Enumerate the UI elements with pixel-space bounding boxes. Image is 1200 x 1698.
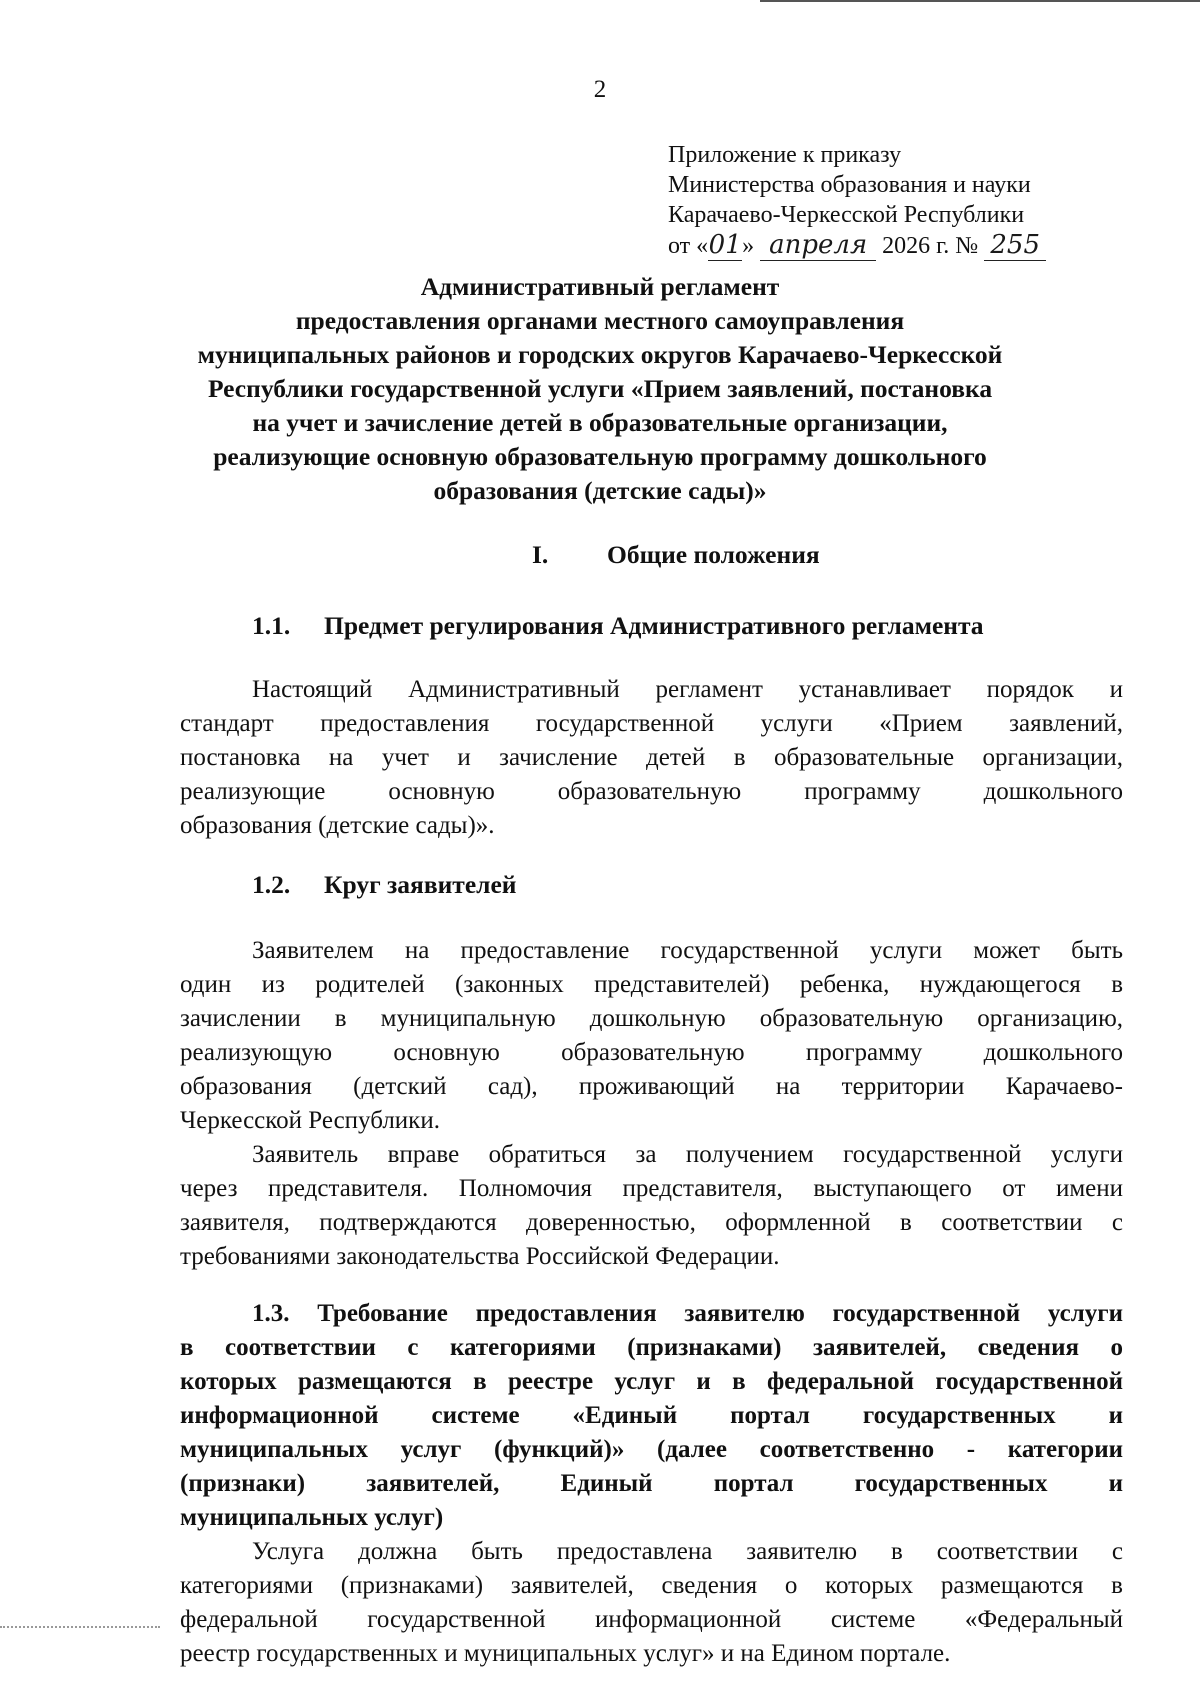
text-line: через представителя. Полномочия представителя, выступающего от имени: [180, 1175, 1123, 1202]
text-line: постановка на учет и зачисление детей в образовательные организации,: [180, 744, 1123, 771]
title-line: на учет и зачисление детей в образовательные организации,: [252, 408, 948, 437]
text-line: Настоящий Административный регламент устанавливает порядок и: [252, 676, 1123, 703]
subsection-1-2-text: [180, 934, 1123, 1274]
scan-dotted-artifact: [0, 1626, 160, 1628]
appendix-line-2: Министерства образования и науки: [668, 172, 1031, 198]
subsection-title: Круг заявителей: [324, 870, 517, 899]
heading-line: (признаки) заявителей, Единый портал государственных и: [180, 1470, 1123, 1497]
subsection-title: Предмет регулирования Административного регламента: [324, 611, 984, 640]
subsection-1-3-text: [180, 1535, 1123, 1671]
text-line: требованиями законодательства Российской Федерации.: [180, 1243, 780, 1270]
text-line: образования (детский сад), проживающий на территории Карачаево-: [180, 1073, 1123, 1100]
heading-line: которых размещаются в реестре услуг и в федеральной государственной: [180, 1368, 1123, 1395]
text-line: зачислении в муниципальную дошкольную образовательную организацию,: [180, 1005, 1123, 1032]
title-line: муниципальных районов и городских округов Карачаево-Черкесской: [197, 340, 1003, 369]
heading-line: 1.3. Требование предоставления заявителю государственной услуги: [252, 1300, 1123, 1327]
heading-line: в соответствии с категориями (признаками) заявителей, сведения о: [180, 1334, 1123, 1361]
appendix-line-3: Карачаево-Черкесской Республики: [668, 202, 1025, 228]
handwritten-day: 01: [708, 230, 742, 260]
title-line: Административный регламент: [420, 272, 780, 301]
handwritten-order-number: 255: [984, 230, 1046, 261]
appendix-line-1: Приложение к приказу: [668, 142, 902, 168]
appendix-date-line: [668, 230, 1046, 261]
title-line: предоставления органами местного самоуправления: [295, 306, 905, 335]
heading-line: муниципальных услуг): [180, 1504, 444, 1531]
date-year: 2026 г. №: [876, 233, 985, 259]
text-line: один из родителей (законных представителей) ребенка, нуждающегося в: [180, 971, 1123, 998]
heading-line: муниципальных услуг (функций)» (далее соответственно - категории: [180, 1436, 1123, 1463]
top-edge-line: [760, 0, 1200, 2]
text-line: категориями (признаками) заявителей, сведения о которых размещаются в: [180, 1572, 1123, 1599]
date-mid: »: [742, 233, 761, 259]
subsection-1-1-heading: [252, 611, 984, 641]
section-title: Общие положения: [607, 540, 820, 569]
subsection-1-1-text: [180, 673, 1123, 843]
text-line: Черкесской Республики.: [180, 1107, 440, 1134]
title-line: Республики государственной услуги «Прием заявлений, постановка: [207, 374, 993, 403]
title-line: образования (детские сады)»: [433, 476, 767, 505]
text-line: стандарт предоставления государственной услуги «Прием заявлений,: [180, 710, 1123, 737]
text-line: Услуга должна быть предоставлена заявителю в соответствии с: [252, 1538, 1123, 1565]
text-line: федеральной государственной информационной системе «Федеральный: [180, 1606, 1123, 1633]
section-1-heading: [532, 540, 820, 570]
text-line: образования (детские сады)».: [180, 812, 495, 839]
text-line: Заявитель вправе обратиться за получением государственной услуги: [252, 1141, 1123, 1168]
date-prefix: от «: [668, 233, 709, 259]
title-line: реализующие основную образовательную программу дошкольного: [213, 442, 987, 471]
text-line: заявителя, подтверждаются доверенностью, оформленной в соответствии с: [180, 1209, 1123, 1236]
text-line: реализующие основную образовательную программу дошкольного: [180, 778, 1123, 805]
subsection-1-2-heading: [252, 870, 516, 900]
document-title: [150, 270, 1050, 508]
subsection-number: 1.1.: [252, 611, 291, 640]
appendix-block: [668, 140, 1046, 261]
page-number: 2: [593, 76, 607, 103]
heading-line: информационной системе «Единый портал государственных и: [180, 1402, 1123, 1429]
subsection-1-3-heading: [180, 1297, 1123, 1535]
handwritten-month: апреля: [760, 230, 876, 261]
text-line: Заявителем на предоставление государственной услуги может быть: [252, 937, 1123, 964]
section-number: I.: [532, 540, 549, 569]
subsection-number: 1.2.: [252, 870, 291, 899]
text-line: реестр государственных и муниципальных услуг» и на Едином портале.: [180, 1640, 951, 1667]
text-line: реализующую основную образовательную программу дошкольного: [180, 1039, 1123, 1066]
